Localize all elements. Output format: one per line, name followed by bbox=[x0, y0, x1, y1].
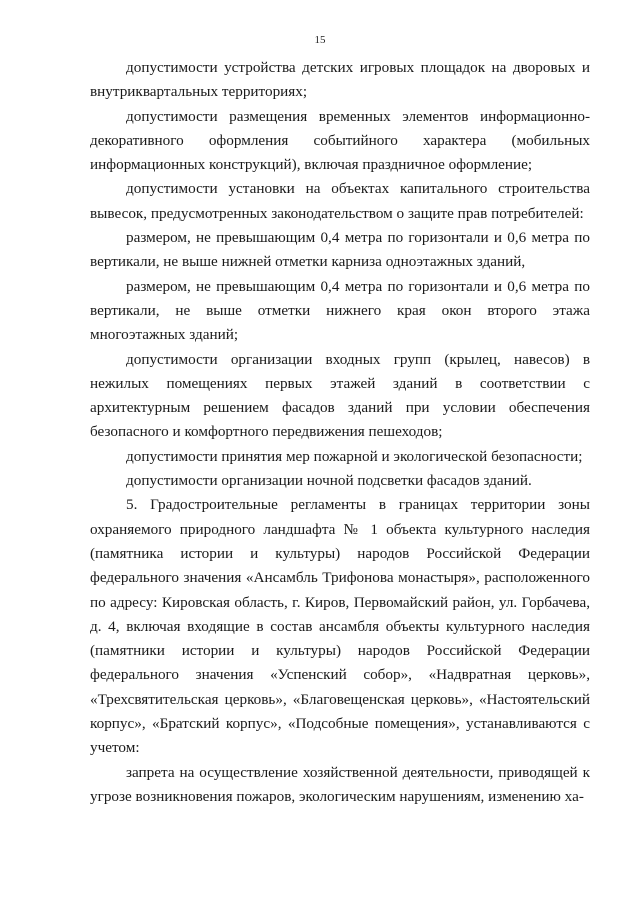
body-text bbox=[90, 56, 590, 809]
paragraph-2: допустимости размещения временных элементов информационно-декоративного оформления событийного характера (мобильных информационных конструкций), включая праздничное оформление; bbox=[90, 107, 590, 174]
paragraph-5: размером, не превышающим 0,4 метра по горизонтали и 0,6 метра по вертикали, не выше отметки нижнего края окон второго этажа многоэтажных зданий; bbox=[90, 277, 590, 344]
paragraph-3: допустимости установки на объектах капитального строительства вывесок, предусмотренных законодательством о защите прав потребителей: bbox=[90, 180, 590, 222]
paragraph-8: допустимости организации ночной подсветки фасадов зданий. bbox=[126, 472, 532, 490]
paragraph-6: допустимости организации входных групп (крылец, навесов) в нежилых помещениях первых этажей зданий в соответствии с архитектурным решением фасадов зданий при условии обеспечения безопасного и комфортного передвижения пешеходов; bbox=[90, 350, 590, 441]
paragraph-4: размером, не превышающим 0,4 метра по горизонтали и 0,6 метра по вертикали, не выше нижней отметки карниза одноэтажных зданий, bbox=[90, 229, 590, 271]
page-number: 15 bbox=[314, 34, 326, 46]
paragraph-10: запрета на осуществление хозяйственной деятельности, приводящей к угрозе возникновения пожаров, экологическим нарушениям, изменению ха- bbox=[90, 763, 590, 805]
paragraph-9: 5. Градостроительные регламенты в границах территории зоны охраняемого природного ландшафта № 1 объекта культурного наследия (памятника истории и культуры) народов Российской Федерации федерального значения «Ансамбль Трифонова монастыря», расположенного по адресу: Кировская область, г. Киров, Первомайский район, ул. Горбачева, д. 4, включая входящие в состав ансамбля объекты культурного наследия (памятники истории и культуры) народов Российской Федерации федерального значения «Успенский собор», «Надвратная церковь», «Трехсвятительская церковь», «Благовещенская церковь», «Настоятельский корпус», «Братский корпус», «Подсобные помещения», устанавливаются с учетом: bbox=[90, 496, 590, 757]
paragraph-7: допустимости принятия мер пожарной и экологической безопасности; bbox=[126, 447, 583, 465]
paragraph-1: допустимости устройства детских игровых площадок на дворовых и внутриквартальных территориях; bbox=[90, 59, 590, 101]
